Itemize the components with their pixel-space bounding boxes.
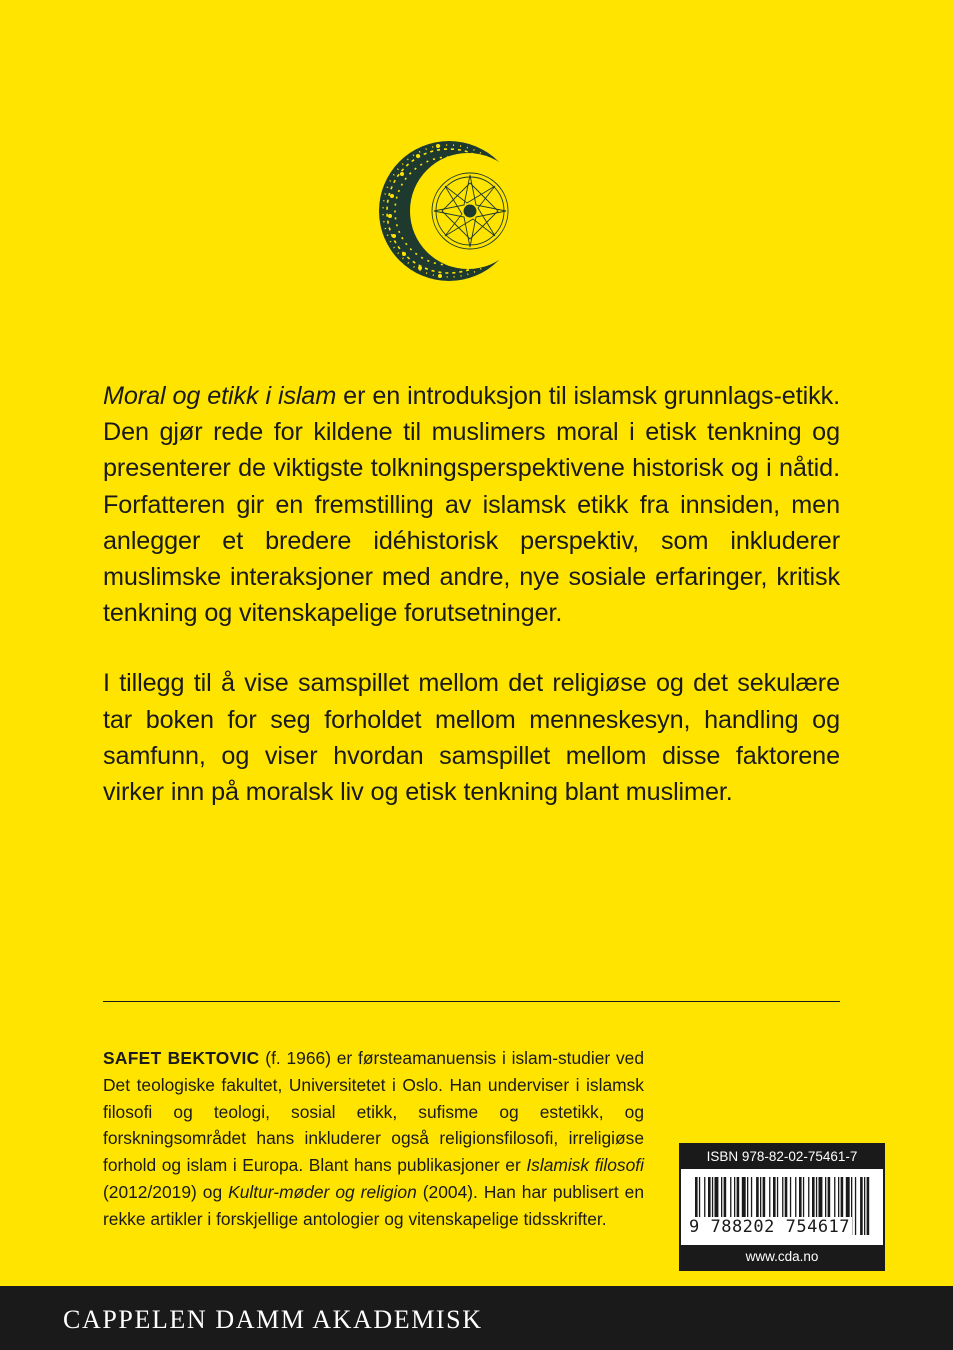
bio-text-2: (2012/2019) og — [103, 1181, 229, 1202]
crescent-star-emblem-icon — [378, 136, 520, 286]
bio-text-3: (2004). Han har publisert en rekke artikler i forskjellige antologier og vitenskapelige tidsskrifter. — [103, 1181, 645, 1229]
website-url: www.cda.no — [681, 1245, 883, 1269]
author-name: SAFET BEKTOVIC — [103, 1048, 260, 1068]
author-bio — [103, 1045, 644, 1233]
bio-book-2: Kultur-møder og religion — [228, 1181, 417, 1202]
blurb-paragraph-2: I tillegg til å vise samspillet mellom det religiøse og det sekulære tar boken for seg forholdet mellom menneskesyn, handling og samfunn, og viser hvordan samspillet mellom disse faktorene virker inn på moralsk liv og etisk tenkning blant muslimer. — [103, 669, 840, 807]
barcode-panel — [679, 1143, 885, 1271]
publisher-name: CAPPELEN DAMM AKADEMISK — [63, 1305, 483, 1334]
blurb-text — [103, 378, 840, 810]
blurb-paragraph-1 — [103, 378, 840, 631]
publisher-footer — [0, 1286, 953, 1350]
bio-book-1: Islamisk filosofi — [526, 1155, 644, 1176]
barcode-digits-row — [687, 1217, 877, 1239]
book-title: Moral og etikk i islam — [103, 382, 337, 410]
blurb-paragraph-1-text: er en introduksjon til islamsk grunnlags-etikk. Den gjør rede for kildene til muslimers moral i etisk tenkning og presenterer de viktigste tolkningsperspektivene historisk og i nåtid. Forfatteren gir en fremstilling av islamsk etikk fra innsiden, men anlegger et bredere idéhistorisk perspektiv, som inkluderer muslimske interaksjoner med andre, nye sosiale erfaringer, kritisk tenkning og vitenskapelige forutsetninger. — [103, 382, 840, 628]
isbn-label: ISBN 978-82-02-75461-7 — [681, 1145, 883, 1169]
bio-text-1: (f. 1966) er førsteamanuensis i islam-studier ved Det teologiske fakultet, Universitetet i Oslo. Han underviser i islamsk filosofi og teologi, sosial etikk, sufisme og estetikk, og forskningsområdet hans inkluderer også religionsfilosofi, irreligiøse forhold og islam i Europa. Blant hans publikasjoner er — [103, 1048, 644, 1176]
barcode-digits: 9 788202 754617 — [689, 1217, 851, 1237]
divider — [103, 1001, 840, 1002]
